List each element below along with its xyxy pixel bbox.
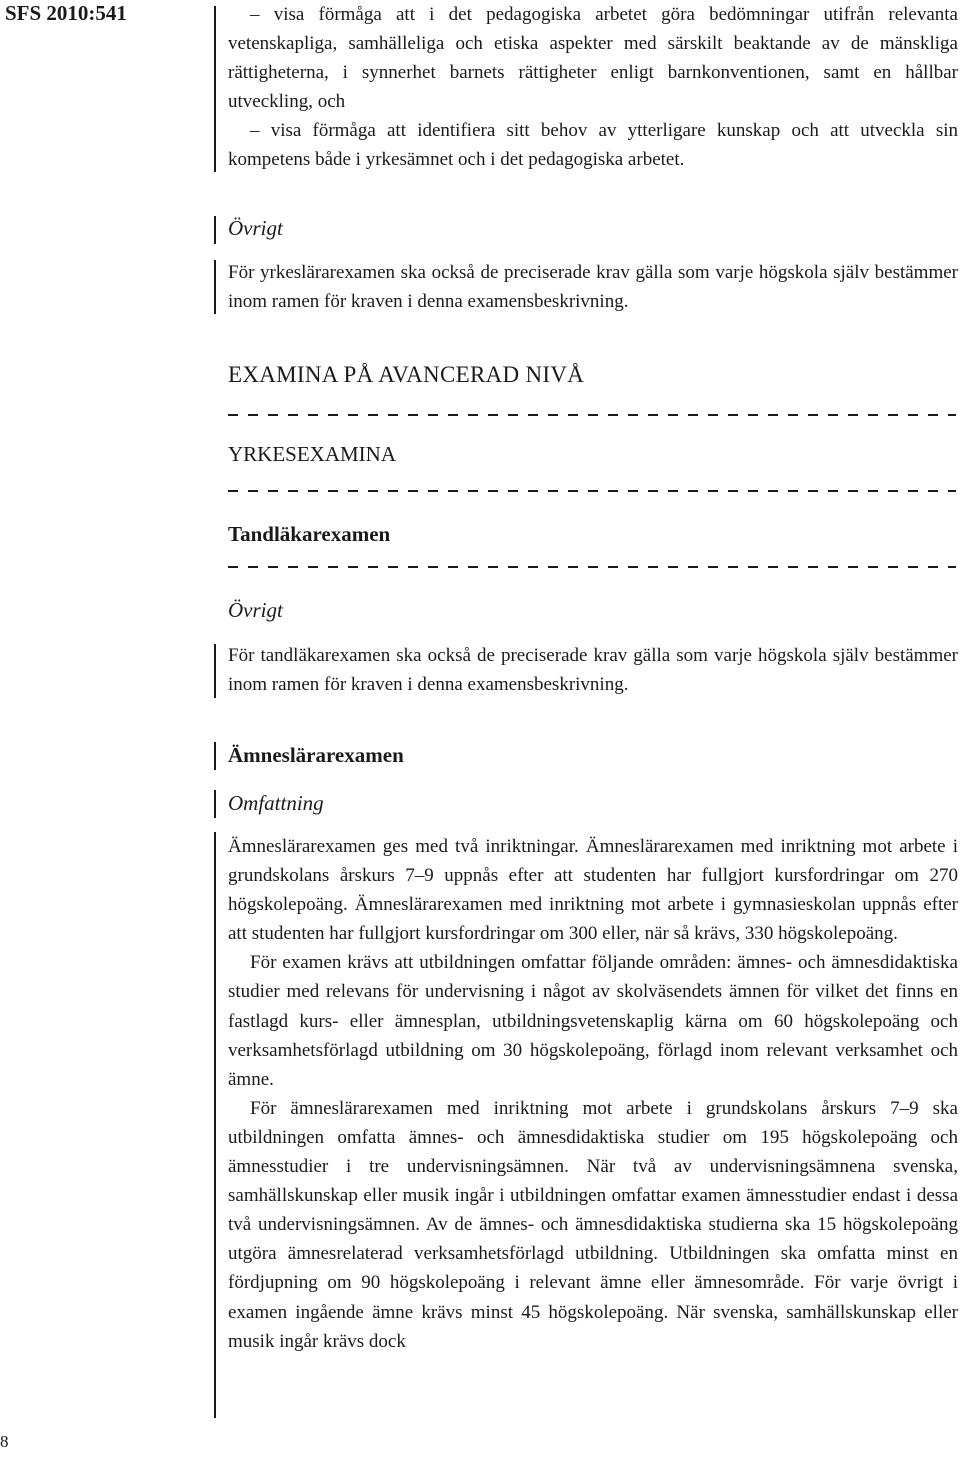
section-heading-omfattning: Omfattning: [228, 791, 324, 815]
body-text: [228, 832, 958, 1356]
chapter-title: EXAMINA PÅ AVANCERAD NIVÅ: [228, 362, 585, 387]
chapter-subtitle: YRKESEXAMINA: [228, 442, 396, 466]
change-bar: [214, 6, 216, 172]
section-heading-ovrigt: Övrigt: [228, 216, 283, 240]
change-bar: [214, 644, 216, 698]
paragraph: Ämneslärarexamen ges med två inriktningar. Ämneslärarexamen med inriktning mot arbete i grundskolans årskurs 7–9 uppnås efter att studenten har fullgjort kursfordringar om 270 högskolepoäng. Ämneslärarexamen med inriktning mot arbete i gymnasieskolan uppnås efter att studenten har fullgjort kursfordringar om 300 eller, när så krävs, 330 högskolepoäng.: [228, 836, 958, 945]
list-item: – visa förmåga att identifiera sitt behov av ytterligare kunskap och att utveckla sin kompetens både i yrkesämnet och i det pedagogiska arbetet.: [228, 120, 958, 171]
page-number: 8: [0, 1432, 9, 1451]
dashed-rule: [228, 566, 956, 568]
list-item: – visa förmåga att i det pedagogiska arbetet göra bedömningar utifrån relevanta vetenskapliga, samhälleliga och etiska aspekter med särskilt beaktande av de mänskliga rättigheterna, i synnerhet barnets rättigheter enligt barnkonventionen, samt en hållbar utveckling, och: [228, 4, 958, 113]
paragraph: För tandläkarexamen ska också de preciserade krav gälla som varje högskola själv bestämmer inom ramen för kraven i denna examensbeskrivning.: [228, 645, 958, 696]
paragraph: För ämneslärarexamen med inriktning mot arbete i grundskolans årskurs 7–9 ska utbildningen omfatta ämnes- och ämnesdidaktiska studier om 195 högskolepoäng och ämnesstudier i tre undervisningsämnen. När två av undervisningsämnena svenska, samhällskunskap eller musik ingår i utbildningen omfattar examen ämnesstudier endast i dessa två undervisningsämnen. Av de ämnes- och ämnesdidaktiska studierna ska 15 högskolepoäng utgöra ämnesrelaterad verksamhetsförlagd utbildning. Utbildningen ska omfatta minst en fördjupning om 90 högskolepoäng i relevant ämne eller ämnesområde. För varje övrigt i examen ingående ämne krävs minst 45 högskolepoäng. När svenska, samhällskunskap eller musik ingår krävs dock: [228, 1097, 958, 1352]
list-block: [228, 0, 958, 175]
sfs-reference: SFS 2010:541: [5, 1, 127, 25]
change-bar: [214, 742, 216, 770]
section-heading-ovrigt: Övrigt: [228, 598, 283, 622]
change-bar: [214, 260, 216, 314]
paragraph: För examen krävs att utbildningen omfattar följande områden: ämnes- och ämnesdidaktiska studier med relevans för undervisning i något av skolväsendets ämnen för vilket det finns en fastlagd kurs- eller ämnesplan, utbildningsvetenskaplig kärna om 60 högskolepoäng och verksamhetsförlagd utbildning om 30 högskolepoäng, förlagd inom relevant verksamhet och ämne.: [228, 952, 958, 1090]
change-bar: [214, 832, 216, 1418]
dashed-rule: [228, 490, 956, 492]
change-bar: [214, 216, 216, 244]
paragraph: För yrkeslärarexamen ska också de preciserade krav gälla som varje högskola själv bestämmer inom ramen för kraven i denna examensbeskrivning.: [228, 262, 958, 313]
dashed-rule: [228, 414, 956, 416]
exam-heading: Tandläkarexamen: [228, 522, 391, 546]
change-bar: [214, 790, 216, 818]
exam-heading: Ämneslärarexamen: [228, 743, 404, 767]
